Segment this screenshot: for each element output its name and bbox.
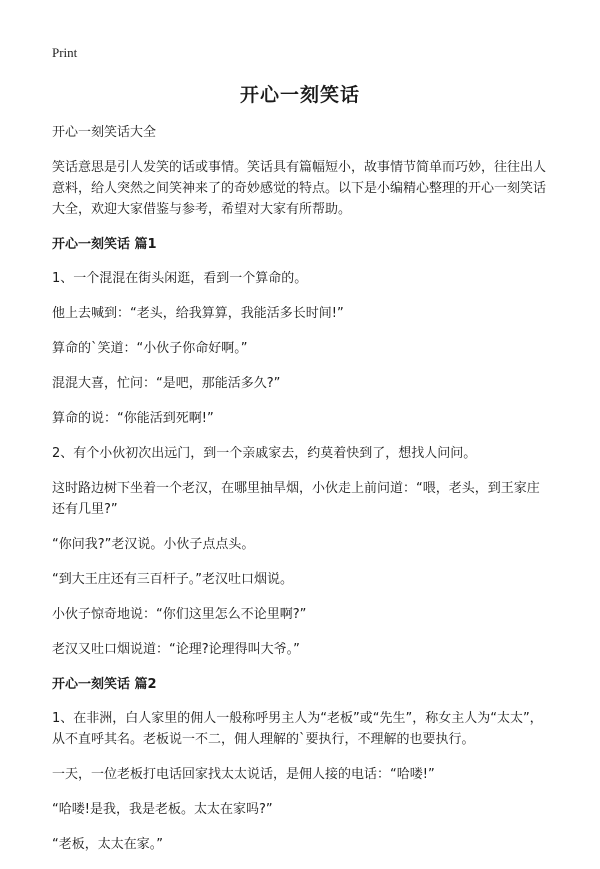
paragraph: 算命的`笑道：“小伙子你命好啊。” xyxy=(52,341,248,356)
article-body xyxy=(52,122,552,869)
paragraph: “到大王庄还有三百杆子。”老汉吐口烟说。 xyxy=(52,572,293,587)
paragraph: 老汉又吐口烟说道：“论理?论理得叫大爷。” xyxy=(52,642,300,657)
section-heading-1: 开心一刻笑话 篇1 xyxy=(52,237,157,252)
paragraph: “老板，太太在家。” xyxy=(52,837,163,852)
paragraph: 算命的说：“你能活到死啊!” xyxy=(52,411,214,426)
paragraph: 混混大喜，忙问：“是吧，那能活多久?” xyxy=(52,376,281,391)
paragraph: 这时路边树下坐着一个老汉，在哪里抽旱烟，小伙走上前问道：“喂，老头，到王家庄还有几里?” xyxy=(52,481,540,517)
paragraph: 1、一个混混在街头闲逛，看到一个算命的。 xyxy=(52,271,308,286)
paragraph: 小伙子惊奇地说：“你们这里怎么不论里啊?” xyxy=(52,607,307,622)
section-heading-2: 开心一刻笑话 篇2 xyxy=(52,677,157,692)
paragraph: 2、有个小伙初次出远门，到一个亲戚家去，约莫着快到了，想找人问问。 xyxy=(52,446,477,461)
intro-paragraph: 笑话意思是引人发笑的话或事情。笑话具有篇幅短小，故事情节简单而巧妙，往往出人意料，给人突然之间笑神来了的奇妙感觉的特点。以下是小编精心整理的开心一刻笑话大全，欢迎大家借鉴与参考，希望对大家有所帮助。 xyxy=(52,160,547,217)
page-title: 开心一刻笑话 xyxy=(239,84,360,106)
print-link[interactable]: Print xyxy=(52,45,78,60)
paragraph: 他上去喊到：“老头，给我算算，我能活多长时间!” xyxy=(52,306,344,321)
paragraph: 1、在非洲，白人家里的佣人一般称呼男主人为“老板”或“先生”，称女主人为“太太”，从不直呼其名。老板说一不二，佣人理解的`要执行，不理解的也要执行。 xyxy=(52,711,543,747)
paragraph: “你问我?”老汉说。小伙子点点头。 xyxy=(52,537,255,552)
paragraph: “哈喽!是我，我是老板。太太在家吗?” xyxy=(52,802,273,817)
article-subtitle: 开心一刻笑话大全 xyxy=(52,125,157,140)
paragraph: 一天，一位老板打电话回家找太太说话，是佣人接的电话：“哈喽!” xyxy=(52,767,435,782)
